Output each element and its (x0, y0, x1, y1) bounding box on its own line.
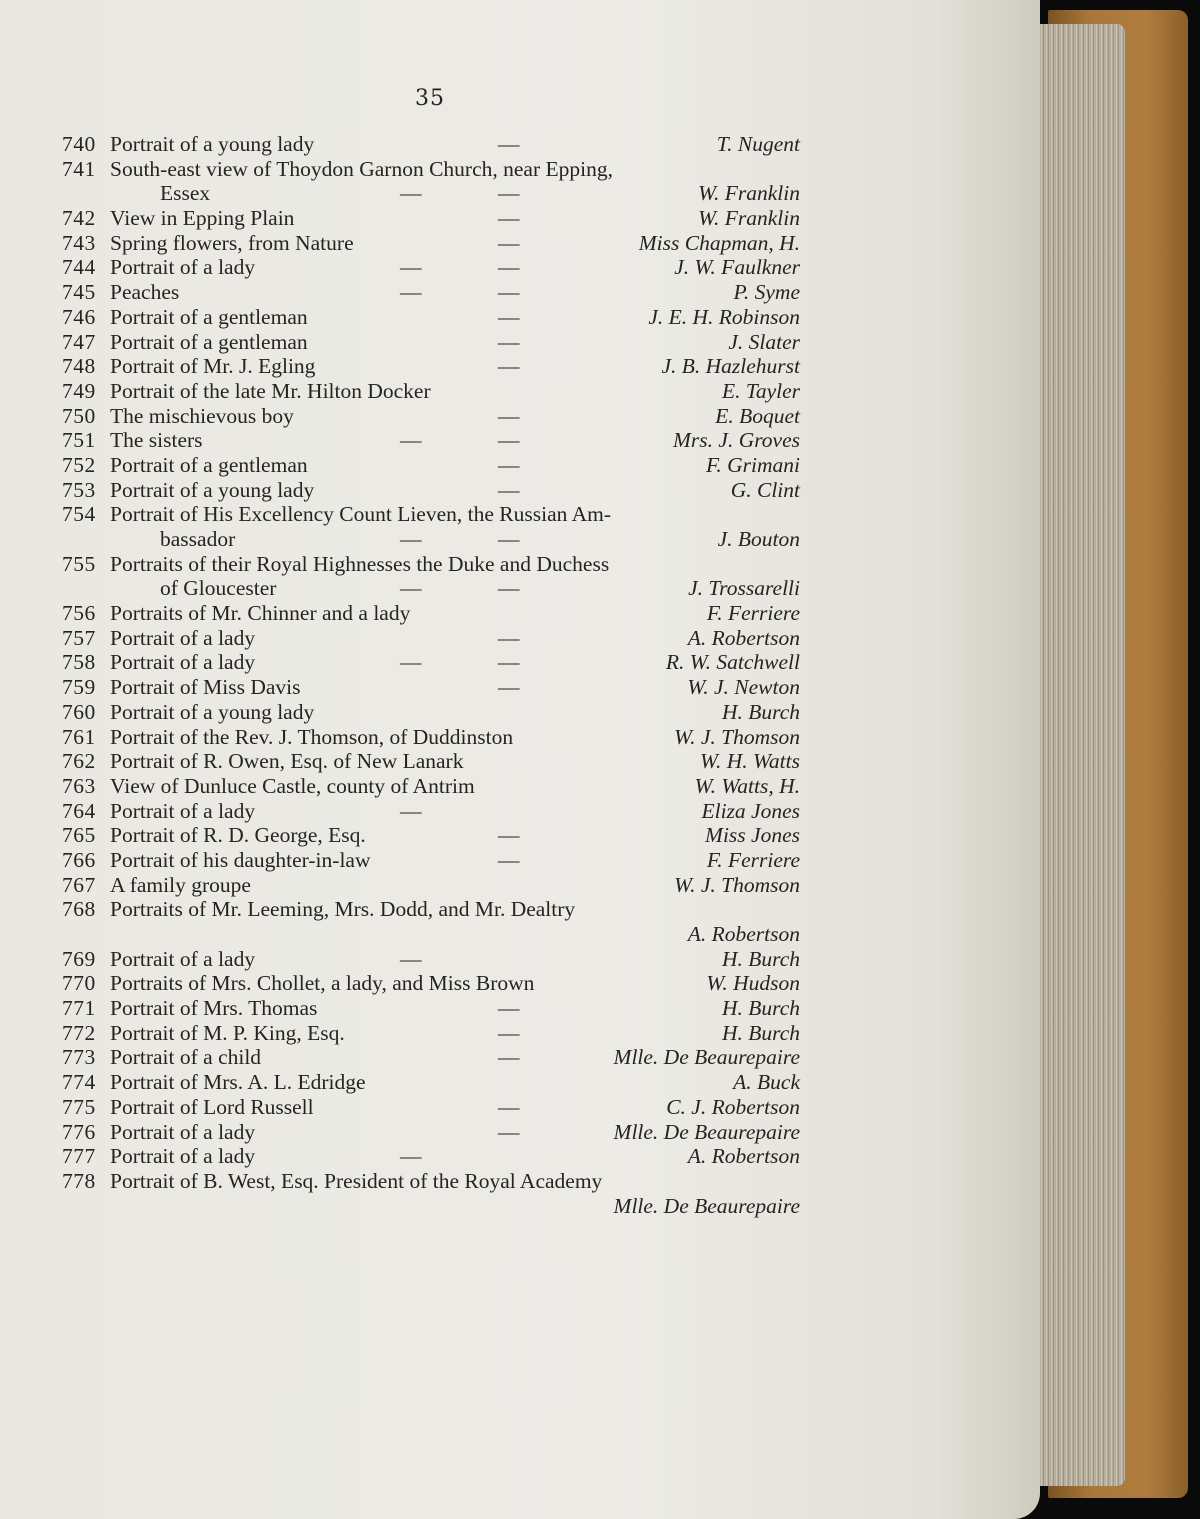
dash-separator: — (400, 428, 422, 453)
entry-number: 745 (62, 280, 96, 305)
entry-title: Portrait of His Excellency Count Lieven, the Russian Am- (110, 502, 611, 527)
catalogue-entry (62, 774, 800, 799)
entry-artist: T. Nugent (716, 132, 800, 156)
dash-separator: — (400, 280, 422, 305)
entry-number: 742 (62, 206, 96, 231)
entry-number: 768 (62, 897, 96, 922)
entry-number: 763 (62, 773, 96, 798)
entry-title: of Gloucester (160, 576, 277, 601)
catalogue-entry (62, 700, 800, 725)
catalogue-entry (62, 601, 800, 626)
entry-number: 748 (62, 354, 96, 379)
entry-number: 775 (62, 1094, 96, 1119)
entry-artist: Miss Jones (705, 823, 800, 848)
catalogue-entry (62, 132, 800, 157)
entry-title: Portrait of a young lady (110, 132, 315, 156)
entry-number: 743 (62, 230, 96, 255)
entry-number: 761 (62, 724, 96, 749)
entry-artist: Mlle. De Beaurepaire (613, 1119, 800, 1144)
dash-separator: — (498, 650, 520, 675)
entry-number: 766 (62, 847, 96, 872)
entry-title: A family groupe (110, 872, 251, 897)
entry-artist: A. Robertson (687, 1144, 800, 1169)
entry-artist: W. J. Newton (687, 675, 800, 700)
entry-title: View of Dunluce Castle, county of Antrim (110, 773, 475, 798)
catalogue-entry (62, 157, 800, 182)
dash-separator: — (498, 1045, 520, 1070)
entry-title: Portraits of Mr. Chinner and a lady (110, 601, 411, 626)
dash-separator: — (498, 576, 520, 601)
entry-title: Portraits of Mrs. Chollet, a lady, and Miss Brown (110, 971, 535, 996)
entry-number: 778 (62, 1168, 96, 1193)
entry-number: 764 (62, 798, 96, 823)
entry-number: 755 (62, 551, 96, 576)
entry-artist: H. Burch (721, 946, 800, 971)
catalogue-entry (62, 947, 800, 972)
dash-separator: — (498, 181, 520, 206)
page-number: 35 (415, 86, 445, 111)
entry-artist: A. Buck (733, 1070, 800, 1095)
catalogue-entry (62, 478, 800, 503)
entry-artist: Miss Chapman, H. (638, 230, 800, 255)
entry-artist: W. H. Watts (700, 749, 800, 774)
catalogue-entry (62, 280, 800, 305)
entry-number: 757 (62, 625, 96, 650)
dash-separator: — (498, 1094, 520, 1119)
dash-separator: — (498, 255, 520, 280)
entry-title: Portrait of his daughter-in-law (110, 847, 371, 872)
entry-number: 740 (62, 132, 96, 156)
catalogue-entry (62, 404, 800, 429)
catalogue-entry-continuation (62, 1194, 800, 1219)
dash-separator: — (498, 675, 520, 700)
catalogue-entry (62, 305, 800, 330)
entry-artist: A. Robertson (687, 625, 800, 650)
dash-separator: — (498, 230, 520, 255)
entry-artist: A. Robertson (687, 922, 800, 946)
dash-separator: — (498, 403, 520, 428)
entry-title: Portrait of R. D. George, Esq. (110, 823, 366, 848)
entry-artist: Mrs. J. Groves (673, 428, 800, 453)
entry-title: Portrait of Mrs. A. L. Edridge (110, 1070, 366, 1095)
catalogue-entry (62, 1144, 800, 1169)
catalogue-entry (62, 848, 800, 873)
catalogue-entry (62, 725, 800, 750)
entry-number: 749 (62, 378, 96, 403)
entry-number: 750 (62, 403, 96, 428)
entry-number: 746 (62, 304, 96, 329)
entry-title: Portrait of a gentleman (110, 329, 308, 354)
entry-artist: J. W. Faulkner (674, 255, 800, 280)
entry-number: 774 (62, 1070, 96, 1095)
catalogue-entry (62, 971, 800, 996)
dash-separator: — (400, 650, 422, 675)
dash-separator: — (498, 996, 520, 1021)
catalogue-entry (62, 749, 800, 774)
catalogue-entry (62, 675, 800, 700)
dash-separator: — (400, 576, 422, 601)
catalogue-entry (62, 873, 800, 898)
entry-title: Portrait of a young lady (110, 699, 315, 724)
entry-artist: F. Ferriere (706, 847, 800, 872)
catalogue-entry (62, 650, 800, 675)
entry-artist: W. J. Thomson (674, 724, 800, 749)
entry-number: 759 (62, 675, 96, 700)
entry-number: 765 (62, 823, 96, 848)
catalogue-entry (62, 996, 800, 1021)
entry-title: South-east view of Thoydon Garnon Church, near Epping, (110, 156, 613, 181)
entry-artist: J. E. H. Robinson (648, 304, 800, 329)
dash-separator: — (498, 329, 520, 354)
entry-number: 767 (62, 872, 96, 897)
entry-number: 744 (62, 255, 96, 280)
catalogue-entry-continuation (62, 922, 800, 947)
dash-separator: — (400, 798, 422, 823)
catalogue-entry (62, 1120, 800, 1145)
entry-number: 762 (62, 749, 96, 774)
entry-title: Portrait of a lady (110, 1144, 256, 1169)
entry-title: Portrait of a lady (110, 255, 256, 280)
dash-separator: — (498, 1119, 520, 1144)
entry-artist: W. Franklin (698, 206, 800, 231)
entry-number: 752 (62, 452, 96, 477)
entry-title: Portrait of a lady (110, 625, 256, 650)
catalogue-entry (62, 823, 800, 848)
dash-separator: — (498, 823, 520, 848)
dash-separator: — (498, 280, 520, 305)
entry-artist: G. Clint (730, 477, 800, 502)
entry-title: Portrait of a young lady (110, 477, 315, 502)
entry-artist: W. Franklin (698, 181, 800, 206)
catalogue-entry (62, 626, 800, 651)
entry-number: 773 (62, 1045, 96, 1070)
entry-artist: Eliza Jones (701, 798, 800, 823)
dash-separator: — (400, 946, 422, 971)
entry-title: Portrait of a lady (110, 946, 256, 971)
catalogue-entry (62, 379, 800, 404)
entry-artist: H. Burch (721, 1020, 800, 1045)
catalogue-entry-continuation (62, 527, 800, 552)
entry-artist: W. J. Thomson (674, 872, 800, 897)
entry-title: Portrait of Lord Russell (110, 1094, 314, 1119)
catalogue-entry-continuation (62, 181, 800, 206)
entry-number: 770 (62, 971, 96, 996)
dash-separator: — (498, 1020, 520, 1045)
entry-number: 760 (62, 699, 96, 724)
entry-title: Portrait of a child (110, 1045, 262, 1070)
catalogue-entry (62, 897, 800, 922)
entry-artist: J. Slater (728, 329, 800, 354)
catalogue-entry-continuation (62, 576, 800, 601)
entry-artist: J. Trossarelli (688, 576, 800, 601)
entry-number: 756 (62, 601, 96, 626)
entry-title: Portraits of their Royal Highnesses the Duke and Duchess (110, 551, 610, 576)
entry-artist: E. Boquet (715, 403, 800, 428)
catalogue-entry (62, 1045, 800, 1070)
dash-separator: — (400, 527, 422, 551)
catalogue-entry (62, 552, 800, 577)
entry-title: Peaches (110, 280, 180, 305)
dash-separator: — (498, 477, 520, 502)
entry-number: 758 (62, 650, 96, 675)
entry-artist: H. Burch (721, 699, 800, 724)
catalogue-entry (62, 330, 800, 355)
entry-title: The sisters (110, 428, 203, 453)
entry-number: 777 (62, 1144, 96, 1169)
entry-number: 747 (62, 329, 96, 354)
entry-artist: J. B. Hazlehurst (661, 354, 800, 379)
entry-artist: W. Watts, H. (694, 773, 800, 798)
entry-title: Portrait of a lady (110, 798, 256, 823)
catalogue-entry (62, 502, 800, 527)
entry-title: Portrait of a gentleman (110, 304, 308, 329)
entry-number: 776 (62, 1119, 96, 1144)
catalogue-entry (62, 428, 800, 453)
dash-separator: — (498, 304, 520, 329)
dash-separator: — (400, 1144, 422, 1169)
entry-title: bassador (160, 527, 236, 551)
dash-separator: — (498, 132, 520, 156)
entry-title: Portrait of R. Owen, Esq. of New Lanark (110, 749, 464, 774)
entry-number: 751 (62, 428, 96, 453)
entry-title: Essex (160, 181, 211, 206)
catalogue-entry (62, 354, 800, 379)
entry-title: Portrait of B. West, Esq. President of the Royal Academy (110, 1168, 603, 1193)
entry-title: Portraits of Mr. Leeming, Mrs. Dodd, and Mr. Dealtry (110, 897, 576, 922)
entry-artist: F. Grimani (706, 452, 800, 477)
dash-separator: — (498, 354, 520, 379)
entry-title: Portrait of Mr. J. Egling (110, 354, 316, 379)
entry-title: Spring flowers, from Nature (110, 230, 354, 255)
entry-title: Portrait of a lady (110, 650, 256, 675)
catalogue-entries (62, 132, 800, 1218)
entry-artist: E. Tayler (721, 378, 800, 403)
catalogue-entry (62, 1169, 800, 1194)
catalogue-entry (62, 206, 800, 231)
entry-title: Portrait of the Rev. J. Thomson, of Duddinston (110, 724, 514, 749)
dash-separator: — (498, 847, 520, 872)
entry-number: 771 (62, 996, 96, 1021)
entry-number: 769 (62, 946, 96, 971)
catalogue-entry (62, 1021, 800, 1046)
entry-artist: P. Syme (733, 280, 800, 305)
catalogue-entry (62, 1095, 800, 1120)
entry-number: 753 (62, 477, 96, 502)
entry-artist: R. W. Satchwell (665, 650, 800, 675)
entry-title: Portrait of Mrs. Thomas (110, 996, 318, 1021)
entry-artist: W. Hudson (706, 971, 800, 996)
entry-artist: Mlle. De Beaurepaire (613, 1193, 800, 1218)
entry-artist: C. J. Robertson (666, 1094, 800, 1119)
entry-number: 741 (62, 156, 96, 181)
dash-separator: — (498, 206, 520, 231)
dash-separator: — (498, 625, 520, 650)
catalogue-entry (62, 255, 800, 280)
entry-title: Portrait of a lady (110, 1119, 256, 1144)
entry-artist: F. Ferriere (706, 601, 800, 626)
catalogue-entry (62, 231, 800, 256)
entry-artist: J. Bouton (717, 527, 800, 551)
entry-artist: H. Burch (721, 996, 800, 1021)
catalogue-entry (62, 1070, 800, 1095)
entry-number: 772 (62, 1020, 96, 1045)
dash-separator: — (400, 255, 422, 280)
dash-separator: — (498, 452, 520, 477)
dash-separator: — (400, 181, 422, 206)
entry-number: 754 (62, 502, 96, 527)
entry-title: View in Epping Plain (110, 206, 295, 231)
catalogue-entry (62, 799, 800, 824)
entry-title: Portrait of Miss Davis (110, 675, 301, 700)
dash-separator: — (498, 428, 520, 453)
dash-separator: — (498, 527, 520, 551)
entry-artist: Mlle. De Beaurepaire (613, 1045, 800, 1070)
entry-title: The mischievous boy (110, 403, 294, 428)
entry-title: Portrait of the late Mr. Hilton Docker (110, 378, 431, 403)
catalogue-entry (62, 453, 800, 478)
entry-title: Portrait of a gentleman (110, 452, 308, 477)
entry-title: Portrait of M. P. King, Esq. (110, 1020, 345, 1045)
